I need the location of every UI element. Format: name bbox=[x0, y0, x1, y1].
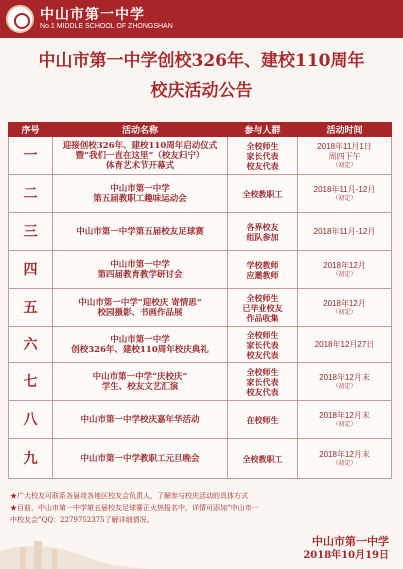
header-time: 活动时间 bbox=[298, 123, 392, 137]
row-seq: 七 bbox=[9, 363, 53, 401]
table-row bbox=[9, 213, 392, 251]
time-note: （初定） bbox=[332, 271, 357, 278]
row-participants bbox=[228, 401, 298, 439]
activity-name-line: 校园摄影、书画作品展 bbox=[97, 307, 183, 318]
participant-line: 在校师生 bbox=[246, 414, 279, 425]
footer-signature bbox=[303, 534, 389, 563]
participant-line: 校友代表 bbox=[246, 160, 279, 171]
row-activity-name bbox=[53, 213, 228, 251]
row-participants bbox=[228, 363, 298, 401]
activity-name-line: 迎接创校326年、建校110周年启动仪式 bbox=[62, 140, 218, 151]
row-time bbox=[298, 137, 392, 175]
participant-line: 家长代表 bbox=[246, 339, 279, 350]
row-activity-name bbox=[53, 251, 228, 289]
row-time bbox=[298, 289, 392, 327]
note-line: 中校友会”QQ：2279752375了解详细情况。 bbox=[10, 516, 154, 524]
participant-line: 组队参加 bbox=[246, 231, 279, 242]
row-participants bbox=[228, 213, 298, 251]
activity-name-line: 中山市第一中学校庆嘉年华活动 bbox=[80, 414, 200, 425]
activity-name-line: 中山市第一中学“庆校庆” bbox=[92, 371, 188, 382]
row-activity-name bbox=[53, 175, 228, 213]
table-row bbox=[9, 363, 392, 401]
row-seq: 五 bbox=[9, 289, 53, 327]
table-row bbox=[9, 175, 392, 213]
note-line: ★广大校友可联系各届或各地区校友会负责人，了解参与校庆活动的具体方式 bbox=[10, 492, 248, 500]
activity-name-line: 第五届教职工趣味运动会 bbox=[93, 193, 187, 204]
participant-line: 应邀教师 bbox=[246, 269, 279, 280]
row-seq: 八 bbox=[9, 401, 53, 439]
participant-line: 全校师生 bbox=[246, 366, 279, 377]
participant-line: 全校师生 bbox=[246, 329, 279, 340]
table-body bbox=[9, 137, 392, 479]
activity-name-line: 中山市第一中学 bbox=[110, 183, 170, 194]
participant-line: 校友代表 bbox=[246, 386, 279, 397]
row-seq: 六 bbox=[9, 327, 53, 363]
activity-name-line: 第四届教育教学研讨会 bbox=[97, 269, 183, 280]
participant-line: 已毕业校友 bbox=[242, 302, 283, 313]
row-seq: 一 bbox=[9, 137, 53, 175]
row-seq: 四 bbox=[9, 251, 53, 289]
time-note: （初定） bbox=[332, 162, 357, 169]
time-line: 2018年11月-12月 bbox=[313, 184, 376, 194]
participant-line: 全校师生 bbox=[246, 140, 279, 151]
school-logo-icon bbox=[6, 5, 34, 33]
table-row bbox=[9, 401, 392, 439]
time-line: 2018年12月末 bbox=[319, 410, 370, 420]
footer-school: 中山市第一中学 bbox=[312, 535, 389, 548]
row-time bbox=[298, 213, 392, 251]
participant-line: 全校教职工 bbox=[242, 188, 283, 199]
table-row bbox=[9, 439, 392, 479]
activity-name-line: 创校326年、建校110周年校庆典礼 bbox=[71, 344, 209, 355]
row-participants bbox=[228, 439, 298, 479]
time-line: 2018年12月27日 bbox=[314, 339, 375, 349]
time-line: 2018年12月 bbox=[323, 298, 366, 308]
participant-line: 校友代表 bbox=[246, 349, 279, 360]
table-header-row bbox=[9, 123, 392, 137]
title-line-1: 中山市第一中学创校326年、建校110周年 bbox=[38, 51, 365, 71]
activity-name-line: 中山市第一中学教职工元旦晚会 bbox=[80, 453, 200, 464]
time-line: 2018年11月1日 bbox=[317, 141, 372, 151]
time-line: 2018年11月-12月 bbox=[313, 226, 376, 236]
row-time bbox=[298, 251, 392, 289]
footer-decoration bbox=[0, 529, 150, 569]
announcement-title bbox=[0, 46, 403, 106]
time-line: 周四下午 bbox=[328, 151, 361, 161]
row-activity-name bbox=[53, 401, 228, 439]
row-activity-name bbox=[53, 363, 228, 401]
row-activity-name bbox=[53, 289, 228, 327]
row-seq: 二 bbox=[9, 175, 53, 213]
row-seq: 九 bbox=[9, 439, 53, 479]
notes-section bbox=[10, 490, 395, 526]
time-note: （初定） bbox=[332, 460, 357, 467]
table-row bbox=[9, 327, 392, 363]
participant-line: 全校师生 bbox=[246, 292, 279, 303]
time-line: 2018年12月末 bbox=[319, 372, 370, 382]
row-time bbox=[298, 175, 392, 213]
note-line: ★目前，中山市第一中学第五届校友足球赛正火热报名中，详情可添加“中山市一 bbox=[10, 504, 259, 512]
header-activity-name: 活动名称 bbox=[53, 123, 228, 137]
row-activity-name bbox=[53, 137, 228, 175]
participant-line: 学校教师 bbox=[246, 259, 279, 270]
footer-date: 2018年10月19日 bbox=[303, 550, 389, 561]
participant-line: 作品收集 bbox=[246, 312, 279, 323]
row-activity-name bbox=[53, 439, 228, 479]
title-line-2: 校庆活动公告 bbox=[150, 81, 253, 101]
time-line: 2018年12月末 bbox=[319, 449, 370, 459]
time-note: （初定） bbox=[332, 309, 357, 316]
header-participants: 参与人群 bbox=[228, 123, 298, 137]
time-note: （初定） bbox=[332, 383, 357, 390]
row-participants bbox=[228, 137, 298, 175]
activity-name-line: 中山市第一中学 bbox=[110, 334, 170, 345]
participant-line: 全校教职工 bbox=[242, 453, 283, 464]
row-time bbox=[298, 439, 392, 479]
row-activity-name bbox=[53, 327, 228, 363]
time-note: （初定） bbox=[332, 195, 357, 202]
row-time bbox=[298, 401, 392, 439]
top-banner bbox=[0, 0, 403, 38]
participant-line: 家长代表 bbox=[246, 376, 279, 387]
header-seq: 序号 bbox=[9, 123, 53, 137]
activity-name-line: 体育艺术节开幕式 bbox=[105, 160, 174, 171]
row-time bbox=[298, 363, 392, 401]
school-name: 中山市第一中学 bbox=[40, 7, 145, 23]
activity-name-line: 中山市第一中学“迎校庆 寄情思” bbox=[78, 297, 202, 308]
activity-name-line: 暨“我们一直在这里”（校友归宁） bbox=[75, 150, 205, 161]
table-row bbox=[9, 137, 392, 175]
row-participants bbox=[228, 327, 298, 363]
participant-line: 各界校友 bbox=[246, 221, 279, 232]
time-note: （初定） bbox=[332, 421, 357, 428]
school-english-name: No.1 MIDDLE SCHOOL OF ZHONGSHAN bbox=[40, 23, 173, 30]
time-line: 2018年12月 bbox=[323, 260, 366, 270]
row-participants bbox=[228, 289, 298, 327]
activity-name-line: 中山市第一中学 bbox=[110, 259, 170, 270]
row-participants bbox=[228, 175, 298, 213]
activity-table-container bbox=[8, 122, 391, 479]
participant-line: 家长代表 bbox=[246, 150, 279, 161]
activity-name-line: 中山市第一中学第五届校友足球赛 bbox=[76, 226, 204, 237]
activity-table bbox=[8, 122, 392, 479]
table-row bbox=[9, 289, 392, 327]
row-time bbox=[298, 327, 392, 363]
row-seq: 三 bbox=[9, 213, 53, 251]
row-participants bbox=[228, 251, 298, 289]
table-row bbox=[9, 251, 392, 289]
activity-name-line: 学生、校友文艺汇演 bbox=[101, 381, 179, 392]
